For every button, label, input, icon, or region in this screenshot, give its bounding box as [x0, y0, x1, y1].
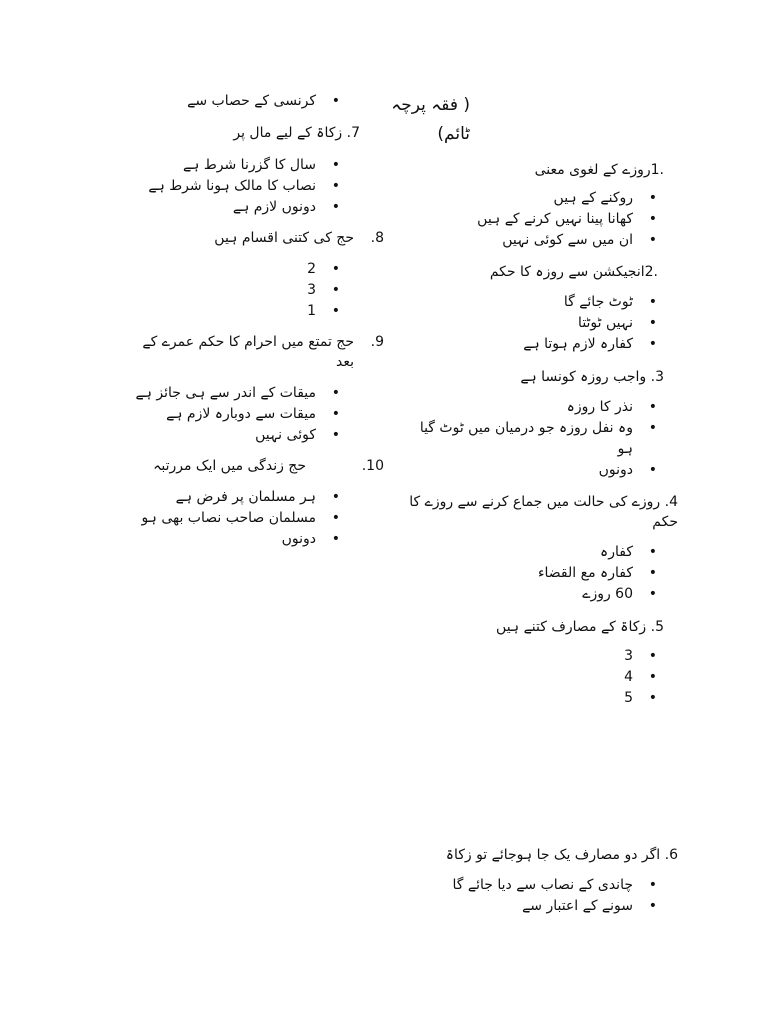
option[interactable]: • وہ نفل روزہ جو درمیان میں ٹوٹ گیا ہو: [403, 418, 633, 460]
option[interactable]: • 2: [236, 259, 316, 280]
question-8-number: 8.: [370, 230, 384, 246]
option[interactable]: • کھانا پینا نہیں کرنے کے ہیں: [333, 209, 633, 230]
option[interactable]: • ہر مسلمان پر فرض ہے: [56, 487, 316, 508]
question-4-options: [403, 542, 633, 605]
option[interactable]: • مسلمان صاحب نصاب بھی ہو: [56, 508, 316, 529]
question-6: 6. اگر دو مصارف یک جا ہوجائے تو زکاۃ: [445, 847, 678, 863]
paper-title: [350, 91, 470, 149]
title-line-2: ٹائم): [437, 124, 470, 144]
option[interactable]: • 4: [533, 667, 633, 688]
option[interactable]: • 3: [533, 646, 633, 667]
title-line-1: ( فقہ پرچہ: [391, 95, 470, 115]
option[interactable]: • دونوں: [403, 460, 633, 481]
question-9: حج تمتع میں احرام کا حکم عمرے کے بعد: [142, 334, 354, 370]
question-10-number: 10.: [361, 458, 384, 474]
question-6-options-continued: [66, 91, 316, 112]
question-10: حج زندگی میں ایک مررتبہ: [153, 458, 306, 474]
question-8: حج کی کتنی اقسام ہیں: [214, 230, 354, 246]
question-5: 5. زکاۃ کے مصارف کتنے ہیں: [496, 619, 664, 635]
option[interactable]: • کفارہ: [403, 542, 633, 563]
option[interactable]: • کوئی نہیں: [76, 425, 316, 446]
option[interactable]: • نصاب کا مالک ہونا شرط ہے: [56, 176, 316, 197]
option[interactable]: • نذر کا روزہ: [403, 397, 633, 418]
option[interactable]: • 60 روزے: [403, 584, 633, 605]
option[interactable]: • 3: [236, 280, 316, 301]
question-9-number: 9.: [370, 334, 384, 350]
option[interactable]: • سال کا گزرنا شرط ہے: [56, 155, 316, 176]
option[interactable]: • سونے کے اعتبار سے: [333, 896, 633, 917]
question-7-options: [56, 155, 316, 218]
option[interactable]: • ان میں سے کوئی نہیں: [333, 230, 633, 251]
question-6-options: [333, 875, 633, 917]
question-3-options: [403, 397, 633, 481]
question-5-options: [533, 646, 633, 709]
option[interactable]: • کرنسی کے حصاب سے: [66, 91, 316, 112]
option[interactable]: • روکنے کے ہیں: [333, 188, 633, 209]
question-1: .1روزے کے لغوی معنی: [534, 162, 664, 178]
option[interactable]: • میقات سے دوبارہ لازم ہے: [76, 404, 316, 425]
question-4: 4. روزے کی حالت میں جماع کرنے سے روزے کا حکم: [409, 494, 678, 530]
option[interactable]: • کفارہ لازم ہوتا ہے: [333, 334, 633, 355]
option[interactable]: • ٹوٹ جائے گا: [333, 292, 633, 313]
question-8-options: [236, 259, 316, 322]
question-7: 7. زکاۃ کے لیے مال پر: [233, 125, 360, 141]
question-3: 3. واجب روزہ کونسا ہے: [520, 369, 664, 385]
option[interactable]: • دونوں: [56, 529, 316, 550]
question-10-options: [56, 487, 316, 550]
question-2: .2انجیکشن سے روزہ کا حکم: [489, 264, 658, 280]
option[interactable]: • 5: [533, 688, 633, 709]
option[interactable]: • نہیں ٹوٹتا: [333, 313, 633, 334]
option[interactable]: • دونوں لازم ہے: [56, 197, 316, 218]
option[interactable]: • چاندی کے نصاب سے دیا جائے گا: [333, 875, 633, 896]
option[interactable]: • 1: [236, 301, 316, 322]
option[interactable]: • میقات کے اندر سے ہی جائز ہے: [76, 383, 316, 404]
question-9-options: [76, 383, 316, 446]
option[interactable]: • کفارہ مع القضاء: [403, 563, 633, 584]
